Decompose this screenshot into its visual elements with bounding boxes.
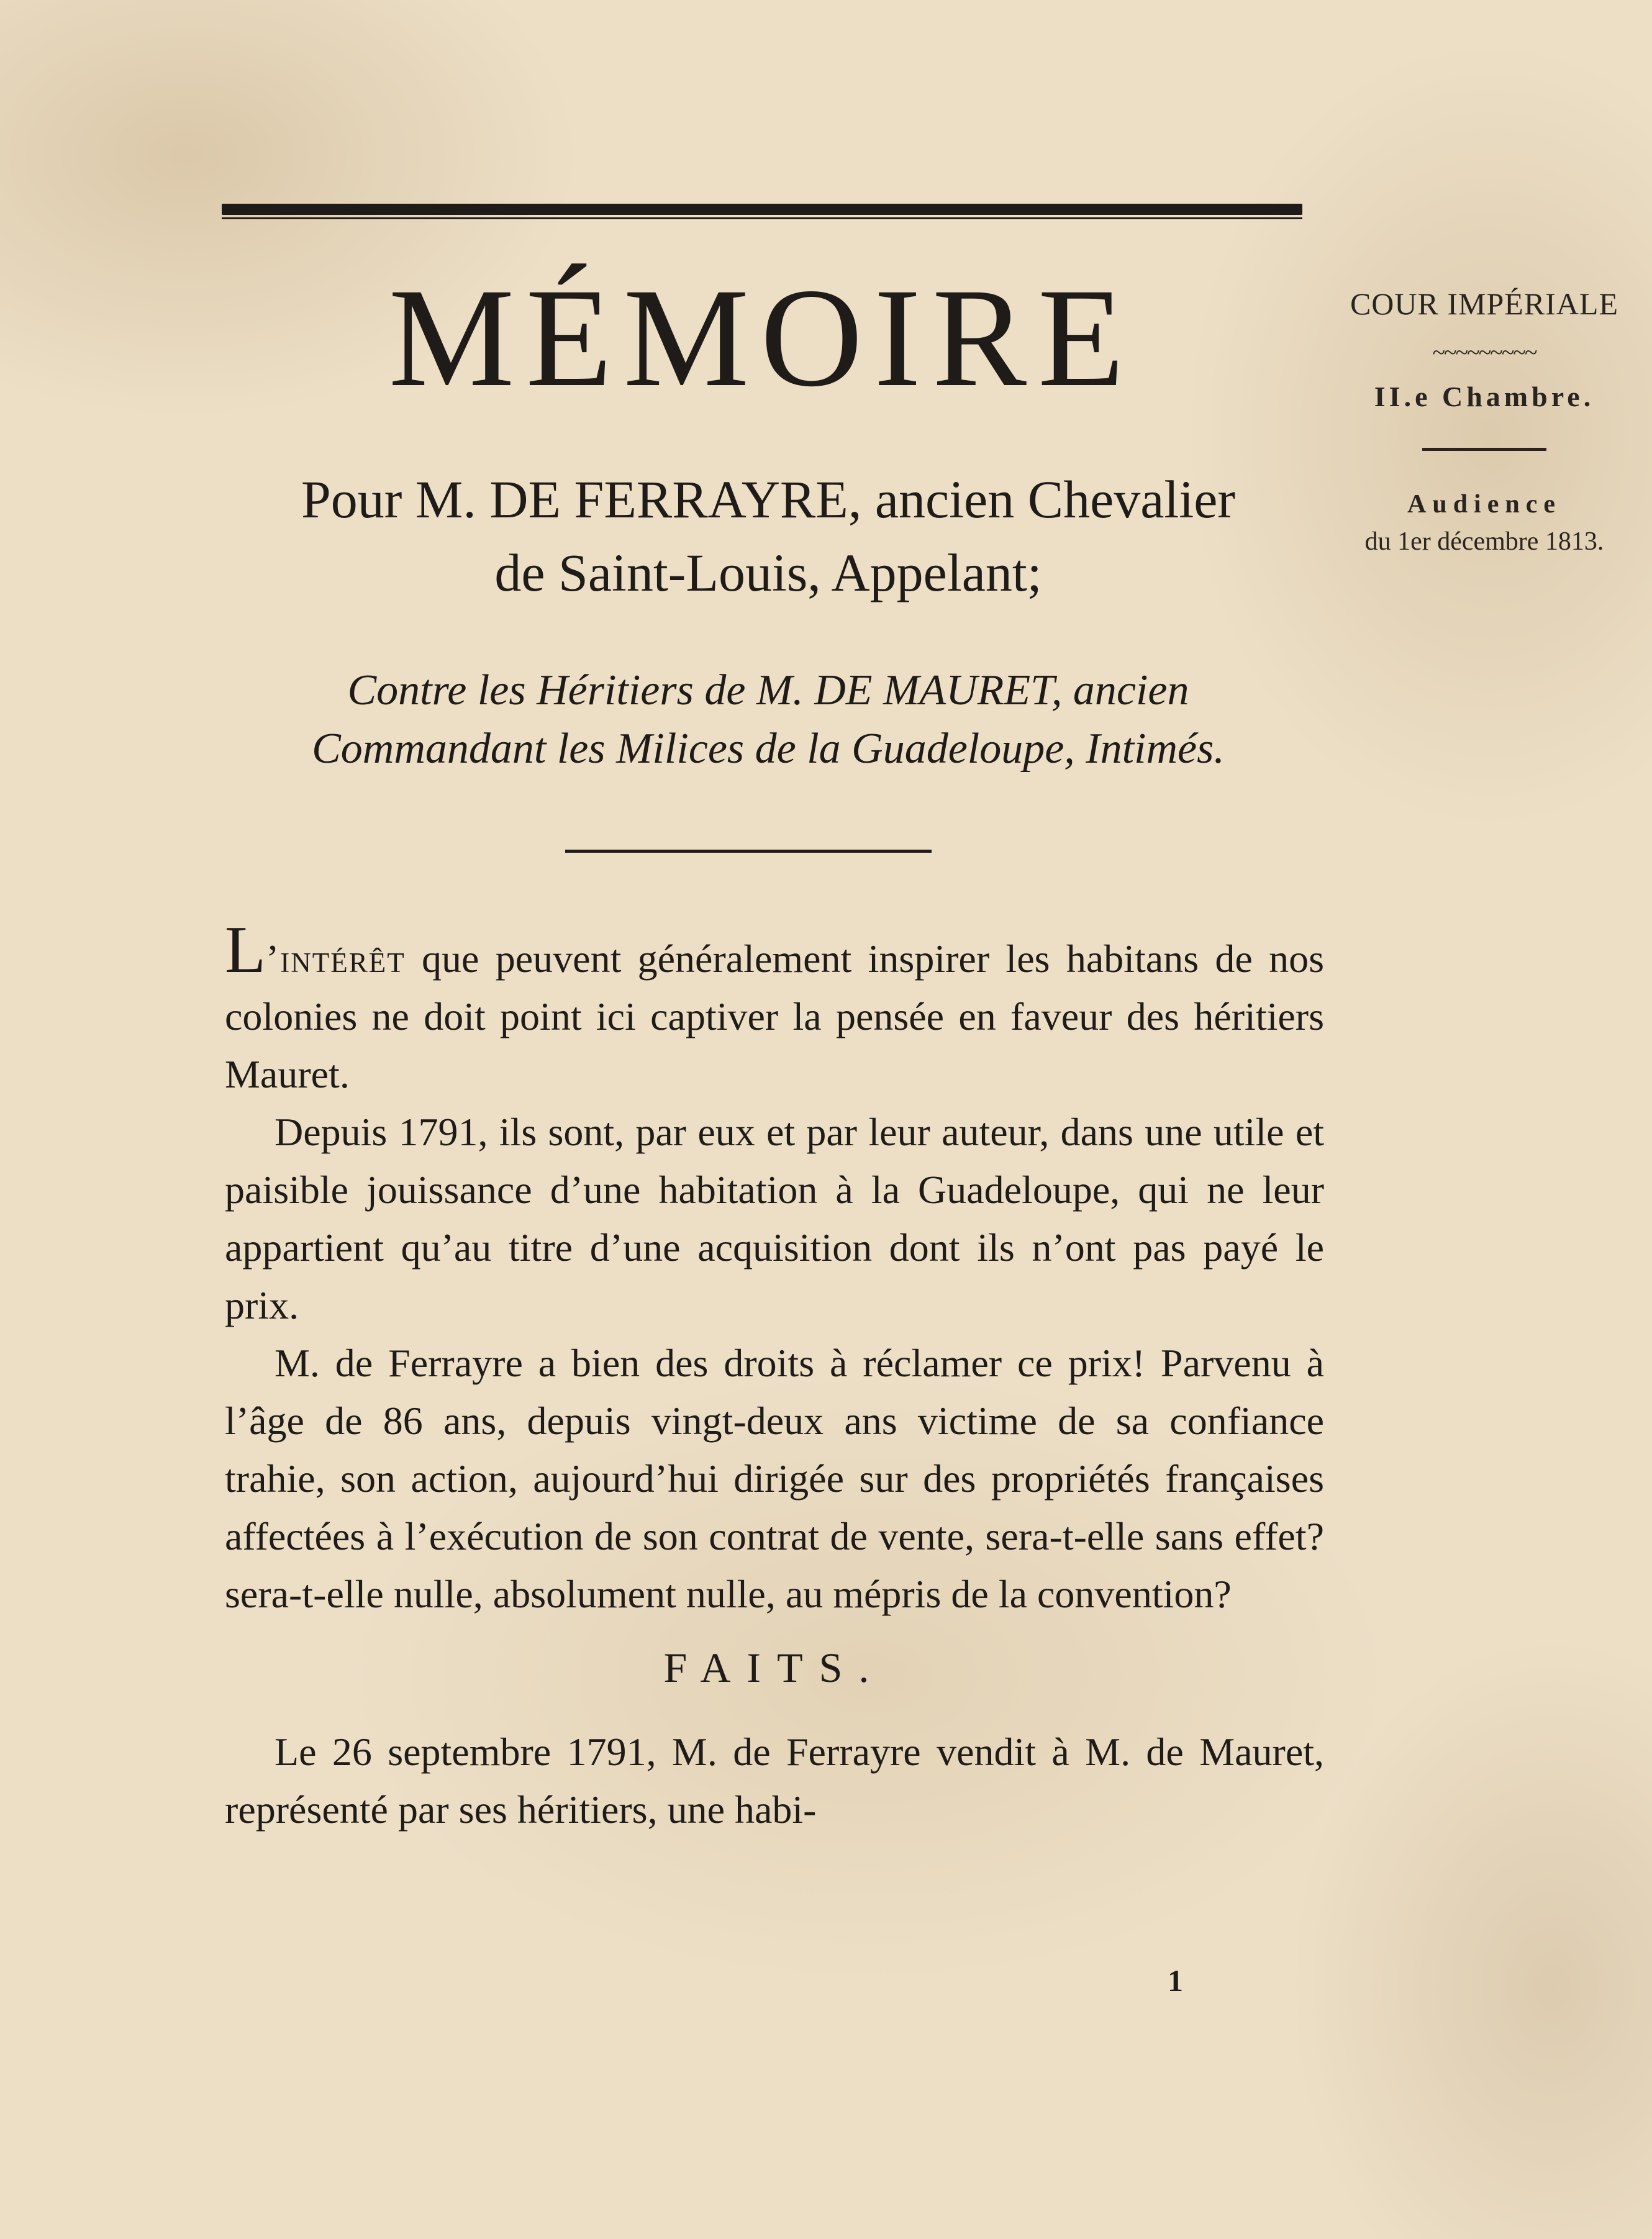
appellant-line-1: Pour M. DE FERRAYRE, ancien Chevalier <box>301 470 1236 529</box>
document-title: MÉMOIRE <box>388 260 1136 416</box>
top-double-rule <box>222 204 1302 220</box>
paragraph-2: Depuis 1791, ils sont, par eux et par leur auteur, dans une utile et paisible jouissance d’une habitation à la Guadeloupe, qui ne leur appartient qu’au titre d’une acquisition dont ils n’ont pas payé le prix. <box>225 1110 1324 1327</box>
paragraph-intro <box>225 913 1324 1103</box>
body-text <box>225 913 1324 1838</box>
respondent-block <box>222 661 1315 778</box>
court-name: COUR IMPÉRIALE <box>1350 286 1619 321</box>
section-heading-faits: FAITS. <box>663 1644 886 1691</box>
audience-label: Audience <box>1407 490 1561 519</box>
section-divider <box>565 850 932 853</box>
paragraph-3: M. de Ferrayre a bien des droits à réclamer ce prix! Parvenu à l’âge de 86 ans, depuis vingt-deux ans victime de sa confiance trahie, son action, aujourd’hui dirigée sur des propriétés françaises affectées à l’exécution de son contrat de vente, sera-t-elle sans effet? sera-t-elle nulle, absolument nulle, au mépris de la convention? <box>225 1341 1324 1616</box>
margin-note <box>1317 286 1652 556</box>
ornament-line: ~~~~~~~~~ <box>1432 340 1536 366</box>
intro-text: que peuvent généralement inspirer les habitans de nos colonies ne doit point ici captiver la pensée en faveur des héritiers Mauret. <box>225 937 1324 1096</box>
paragraph-4: Le 26 septembre 1791, M. de Ferrayre vendit à M. de Mauret, représenté par ses héritiers, une habi- <box>225 1730 1324 1832</box>
audience-date: du 1er décembre 1813. <box>1364 527 1604 556</box>
appellant-line-2: de Saint-Louis, Appelant; <box>494 543 1042 602</box>
margin-rule <box>1422 448 1546 451</box>
respondent-line-2: Commandant les Milices de la Guadeloupe, Intimés. <box>312 725 1225 773</box>
page-number: 1 <box>1168 1963 1183 1998</box>
respondent-line-1: Contre les Héritiers de M. DE MAURET, ancien <box>347 666 1189 714</box>
chamber-label: II.e Chambre. <box>1374 381 1595 412</box>
intro-lead: ’intérêt <box>265 937 406 981</box>
appellant-block <box>222 463 1315 609</box>
drop-cap: L <box>225 913 266 987</box>
